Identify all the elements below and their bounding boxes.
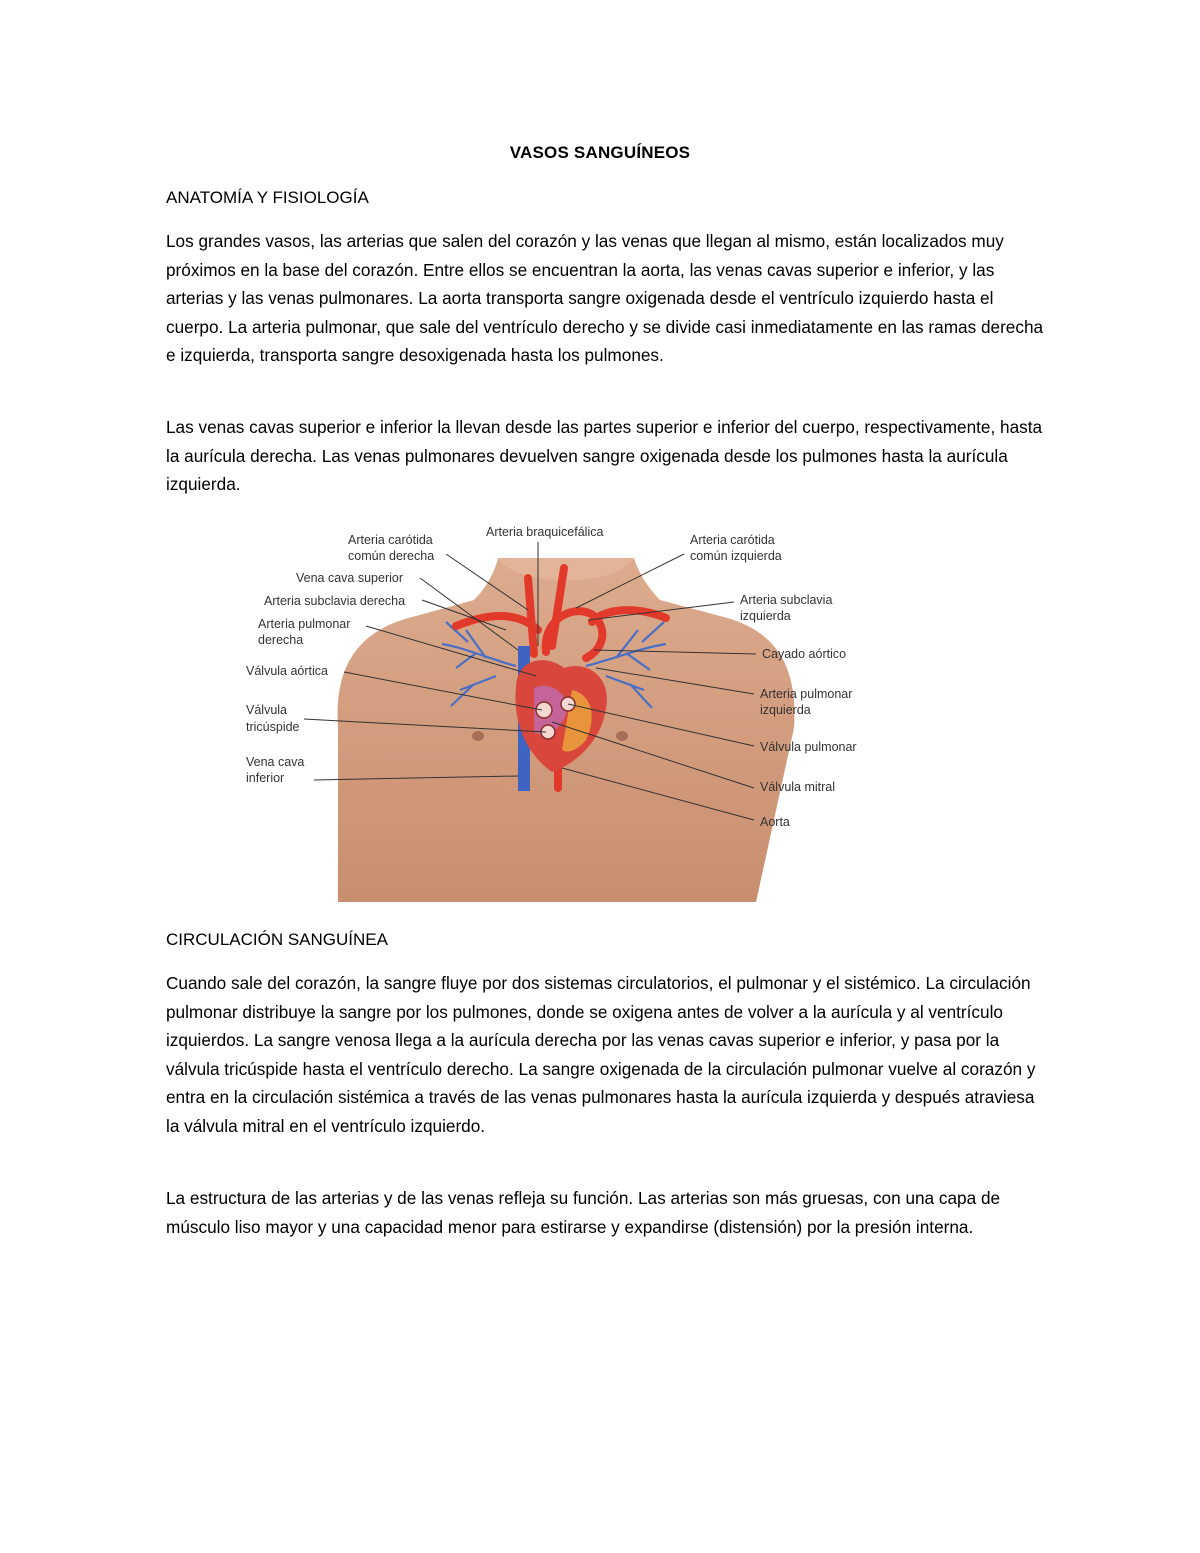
label-carotida-izquierda-1: Arteria carótida bbox=[690, 533, 775, 547]
label-pulmonar-derecha-1: Arteria pulmonar bbox=[258, 617, 351, 631]
label-carotida-derecha-1: Arteria carótida bbox=[348, 533, 433, 547]
label-pulmonar-derecha-2: derecha bbox=[258, 633, 304, 647]
paragraph-grandes-vasos: Los grandes vasos, las arterias que salen del corazón y las venas que llegan al mismo, están localizados muy próximos en la base del corazón. Entre ellos se encuentran la aorta, las venas cavas superior e inferior, y las arterias y las venas pulmonares. La aorta transporta sangre oxigenada desde el ventrículo izquierdo hasta el cuerpo. La arteria pulmonar, que sale del ventrículo derecho y se divide casi inmediatamente en las ramas derecha e izquierda, transporta sangre desoxigenada hasta los pulmones. bbox=[166, 231, 1044, 366]
label-subclavia-izquierda-1: Arteria subclavia bbox=[740, 593, 833, 607]
label-vena-cava-inferior-2: inferior bbox=[246, 771, 285, 785]
label-pulmonar-izquierda-1: Arteria pulmonar bbox=[760, 687, 853, 701]
label-carotida-izquierda-2: común izquierda bbox=[690, 549, 782, 563]
label-cayado-aortico: Cayado aórtico bbox=[762, 647, 847, 661]
paragraph-estructura: La estructura de las arterias y de las venas refleja su función. Las arterias son más gruesas, con una capa de músculo liso mayor y una capacidad menor para estirarse y expandirse (distensión) por la presión interna. bbox=[166, 1188, 1001, 1237]
section-heading-circulacion: CIRCULACIÓN SANGUÍNEA bbox=[166, 930, 388, 949]
label-carotida-derecha-2: común derecha bbox=[348, 549, 435, 563]
label-valvula-mitral: Válvula mitral bbox=[760, 780, 836, 794]
label-subclavia-izquierda-2: izquierda bbox=[740, 609, 791, 623]
label-valvula-aortica: Válvula aórtica bbox=[246, 664, 328, 678]
label-valvula-tricuspide-2: tricúspide bbox=[246, 720, 300, 734]
label-valvula-pulmonar: Válvula pulmonar bbox=[760, 740, 857, 754]
paragraph-venas-cavas: Las venas cavas superior e inferior la llevan desde las partes superior e inferior del cuerpo, respectivamente, hasta la aurícula derecha. Las venas pulmonares devuelven sangre oxigenada desde los pulmones hasta la aurícula izquierda. bbox=[166, 417, 1043, 495]
label-subclavia-derecha: Arteria subclavia derecha bbox=[264, 594, 406, 608]
label-aorta: Aorta bbox=[760, 815, 790, 829]
paragraph-circulacion: Cuando sale del corazón, la sangre fluye por dos sistemas circulatorios, el pulmonar y el sistémico. La circulación pulmonar distribuye la sangre por los pulmones, donde se oxigena antes de volver a la aurícula y al ventrículo izquierdos. La sangre venosa llega a la aurícula derecha por las venas cavas superior e inferior, y pasa por la válvula tricúspide hasta el ventrículo derecho. La sangre oxigenada de la circulación pulmonar vuelve al corazón y entra en la circulación sistémica a través de las venas pulmonares hasta la aurícula izquierda y después atraviesa la válvula mitral en el ventrículo izquierdo. bbox=[166, 973, 1036, 1136]
label-arteria-braquicefalica: Arteria braquicefálica bbox=[486, 525, 604, 539]
section-heading-anatomia: ANATOMÍA Y FISIOLOGÍA bbox=[166, 188, 369, 207]
label-vena-cava-superior: Vena cava superior bbox=[296, 571, 404, 585]
label-valvula-tricuspide-1: Válvula bbox=[246, 703, 287, 717]
label-pulmonar-izquierda-2: izquierda bbox=[760, 703, 811, 717]
label-vena-cava-inferior-1: Vena cava bbox=[246, 755, 305, 769]
heart-vessels-figure bbox=[246, 518, 886, 902]
document-title: VASOS SANGUÍNEOS bbox=[509, 143, 691, 162]
heart-vessels-illustration bbox=[246, 518, 886, 902]
